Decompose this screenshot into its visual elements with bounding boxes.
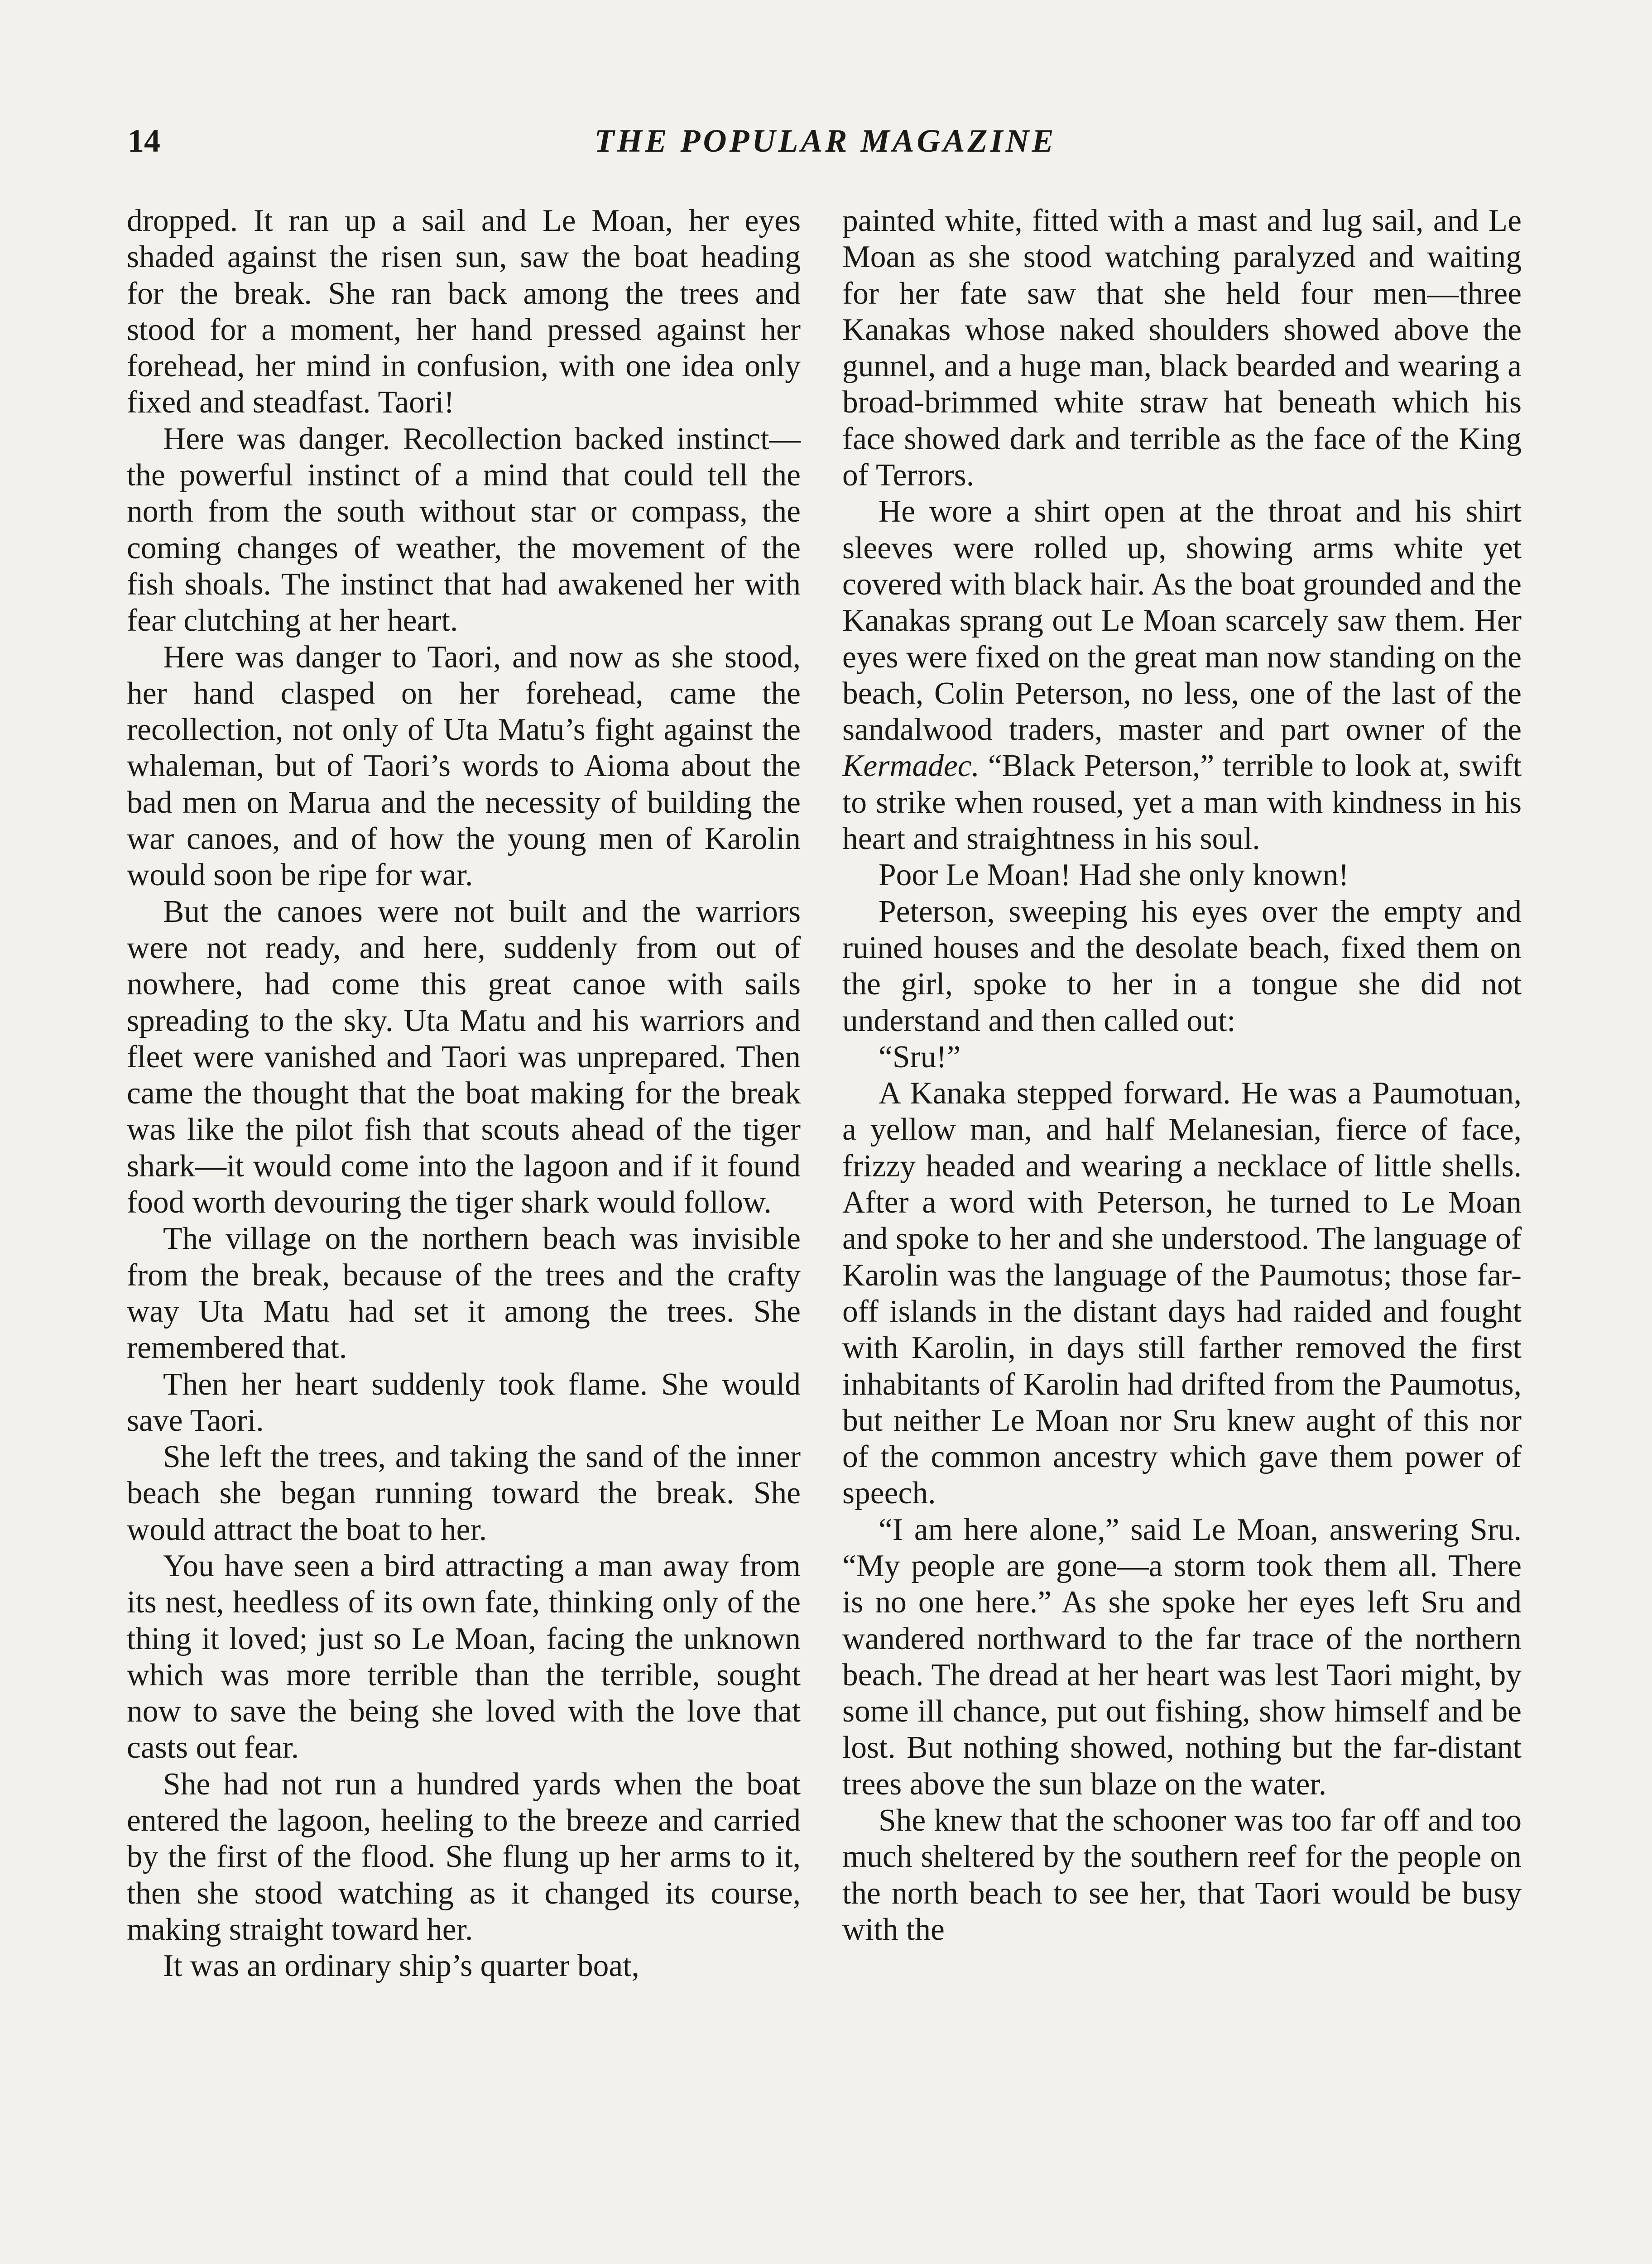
paragraph: The village on the northern beach was invisible from the break, because of the trees and the crafty way Uta Matu had set it among the trees. She remembered that. (127, 1221, 801, 1366)
paragraph: Poor Le Moan! Had she only known! (879, 858, 1349, 893)
paragraph: “Sru!” (879, 1039, 961, 1074)
paragraph: A Kanaka stepped forward. He was a Paumotuan, a yellow man, and half Melanesian, fierce of face, frizzy headed and wearing a necklace of little shells. After a word with Peterson, he turned to Le Moan and spoke to her and she understood. The language of Karolin was the language of the Paumotus; those far-off islands in the distant days had raided and fought with Karolin, in days still farther removed the first inhabitants of Karolin had drifted from the Paumotus, but neither Le Moan nor Sru knew aught of this nor of the common ancestry which gave them power of speech. (842, 1076, 1522, 1511)
running-head: THE POPULAR MAGAZINE (594, 123, 1057, 159)
paragraph: But the canoes were not built and the warriors were not ready, and here, suddenly from out of nowhere, had come this great canoe with sails spreading to the sky. Uta Matu and his warriors and fleet were vanished and Taori was unprepared. Then came the thought that the boat making for the break was like the pilot fish that scouts ahead of the tiger shark—it would come into the lagoon and if it found food worth devouring the tiger shark would follow. (127, 894, 801, 1220)
right-column (842, 203, 1522, 1948)
paragraph-text: “Black Peterson,” terrible to look at, swift to strike when roused, yet a man with kindness in his heart and straightness in his soul. (842, 748, 1522, 857)
paragraph: It was an ordinary ship’s quarter boat, (163, 1948, 639, 1984)
page-number: 14 (128, 123, 160, 159)
ship-name: Kermadec. (842, 748, 980, 784)
paragraph (842, 494, 1522, 857)
paragraph: dropped. It ran up a sail and Le Moan, her eyes shaded against the risen sun, saw the boat heading for the break. She ran back among the trees and stood for a moment, her hand pressed against her forehead, her mind in confusion, with one idea only fixed and steadfast. Taori! (127, 203, 801, 420)
paragraph: You have seen a bird attracting a man away from its nest, heedless of its own fate, thinking only of the thing it loved; just so Le Moan, facing the unknown which was more terrible than the terrible, sought now to save the being she loved with the love that casts out fear. (127, 1548, 801, 1765)
paragraph: Peterson, sweeping his eyes over the empty and ruined houses and the desolate beach, fixed them on the girl, spoke to her in a tongue she did not understand and then called out: (842, 894, 1522, 1038)
paragraph: Then her heart suddenly took flame. She would save Taori. (127, 1367, 801, 1438)
paragraph-text: He wore a shirt open at the throat and his shirt sleeves were rolled up, showing arms white yet covered with black hair. As the boat grounded and the Kanakas sprang out Le Moan scarcely saw them. Her eyes were fixed on the great man now standing on the beach, Colin Peterson, no less, one of the last of the sandalwood traders, master and part owner of the (842, 494, 1522, 748)
paragraph: “I am here alone,” said Le Moan, answering Sru. “My people are gone—a storm took them all. There is no one here.” As she spoke her eyes left Sru and wandered northward to the far trace of the northern beach. The dread at her heart was lest Taori might, by some ill chance, put out fishing, show himself and be lost. But nothing showed, nothing but the far-distant trees above the sun blaze on the water. (842, 1512, 1522, 1802)
paragraph: She had not run a hundred yards when the boat entered the lagoon, heeling to the breeze and carried by the first of the flood. She flung up her arms to it, then she stood watching as it changed its course, making straight toward her. (127, 1766, 801, 1947)
paragraph: Here was danger to Taori, and now as she stood, her hand clasped on her forehead, came the recollection, not only of Uta Matu’s fight against the whaleman, but of Taori’s words to Aioma about the bad men on Marua and the necessity of building the war canoes, and of how the young men of Karolin would soon be ripe for war. (127, 639, 801, 893)
page-header (128, 122, 1523, 177)
paragraph: She left the trees, and taking the sand of the inner beach she began running toward the break. She would attract the boat to her. (127, 1439, 801, 1547)
left-column (127, 203, 801, 1985)
paragraph: Here was danger. Recollection backed instinct—the powerful instinct of a mind that could tell the north from the south without star or compass, the coming changes of weather, the movement of the fish shoals. The instinct that had awakened her with fear clutching at her heart. (127, 421, 801, 638)
paragraph: She knew that the schooner was too far off and too much sheltered by the southern reef for the people on the north beach to see her, that Taori would be busy with the (842, 1803, 1522, 1947)
paragraph: painted white, fitted with a mast and lug sail, and Le Moan as she stood watching paralyzed and waiting for her fate saw that she held four men—three Kanakas whose naked shoulders showed above the gunnel, and a huge man, black bearded and wearing a broad-brimmed white straw hat beneath which his face showed dark and terrible as the face of the King of Terrors. (842, 203, 1522, 493)
